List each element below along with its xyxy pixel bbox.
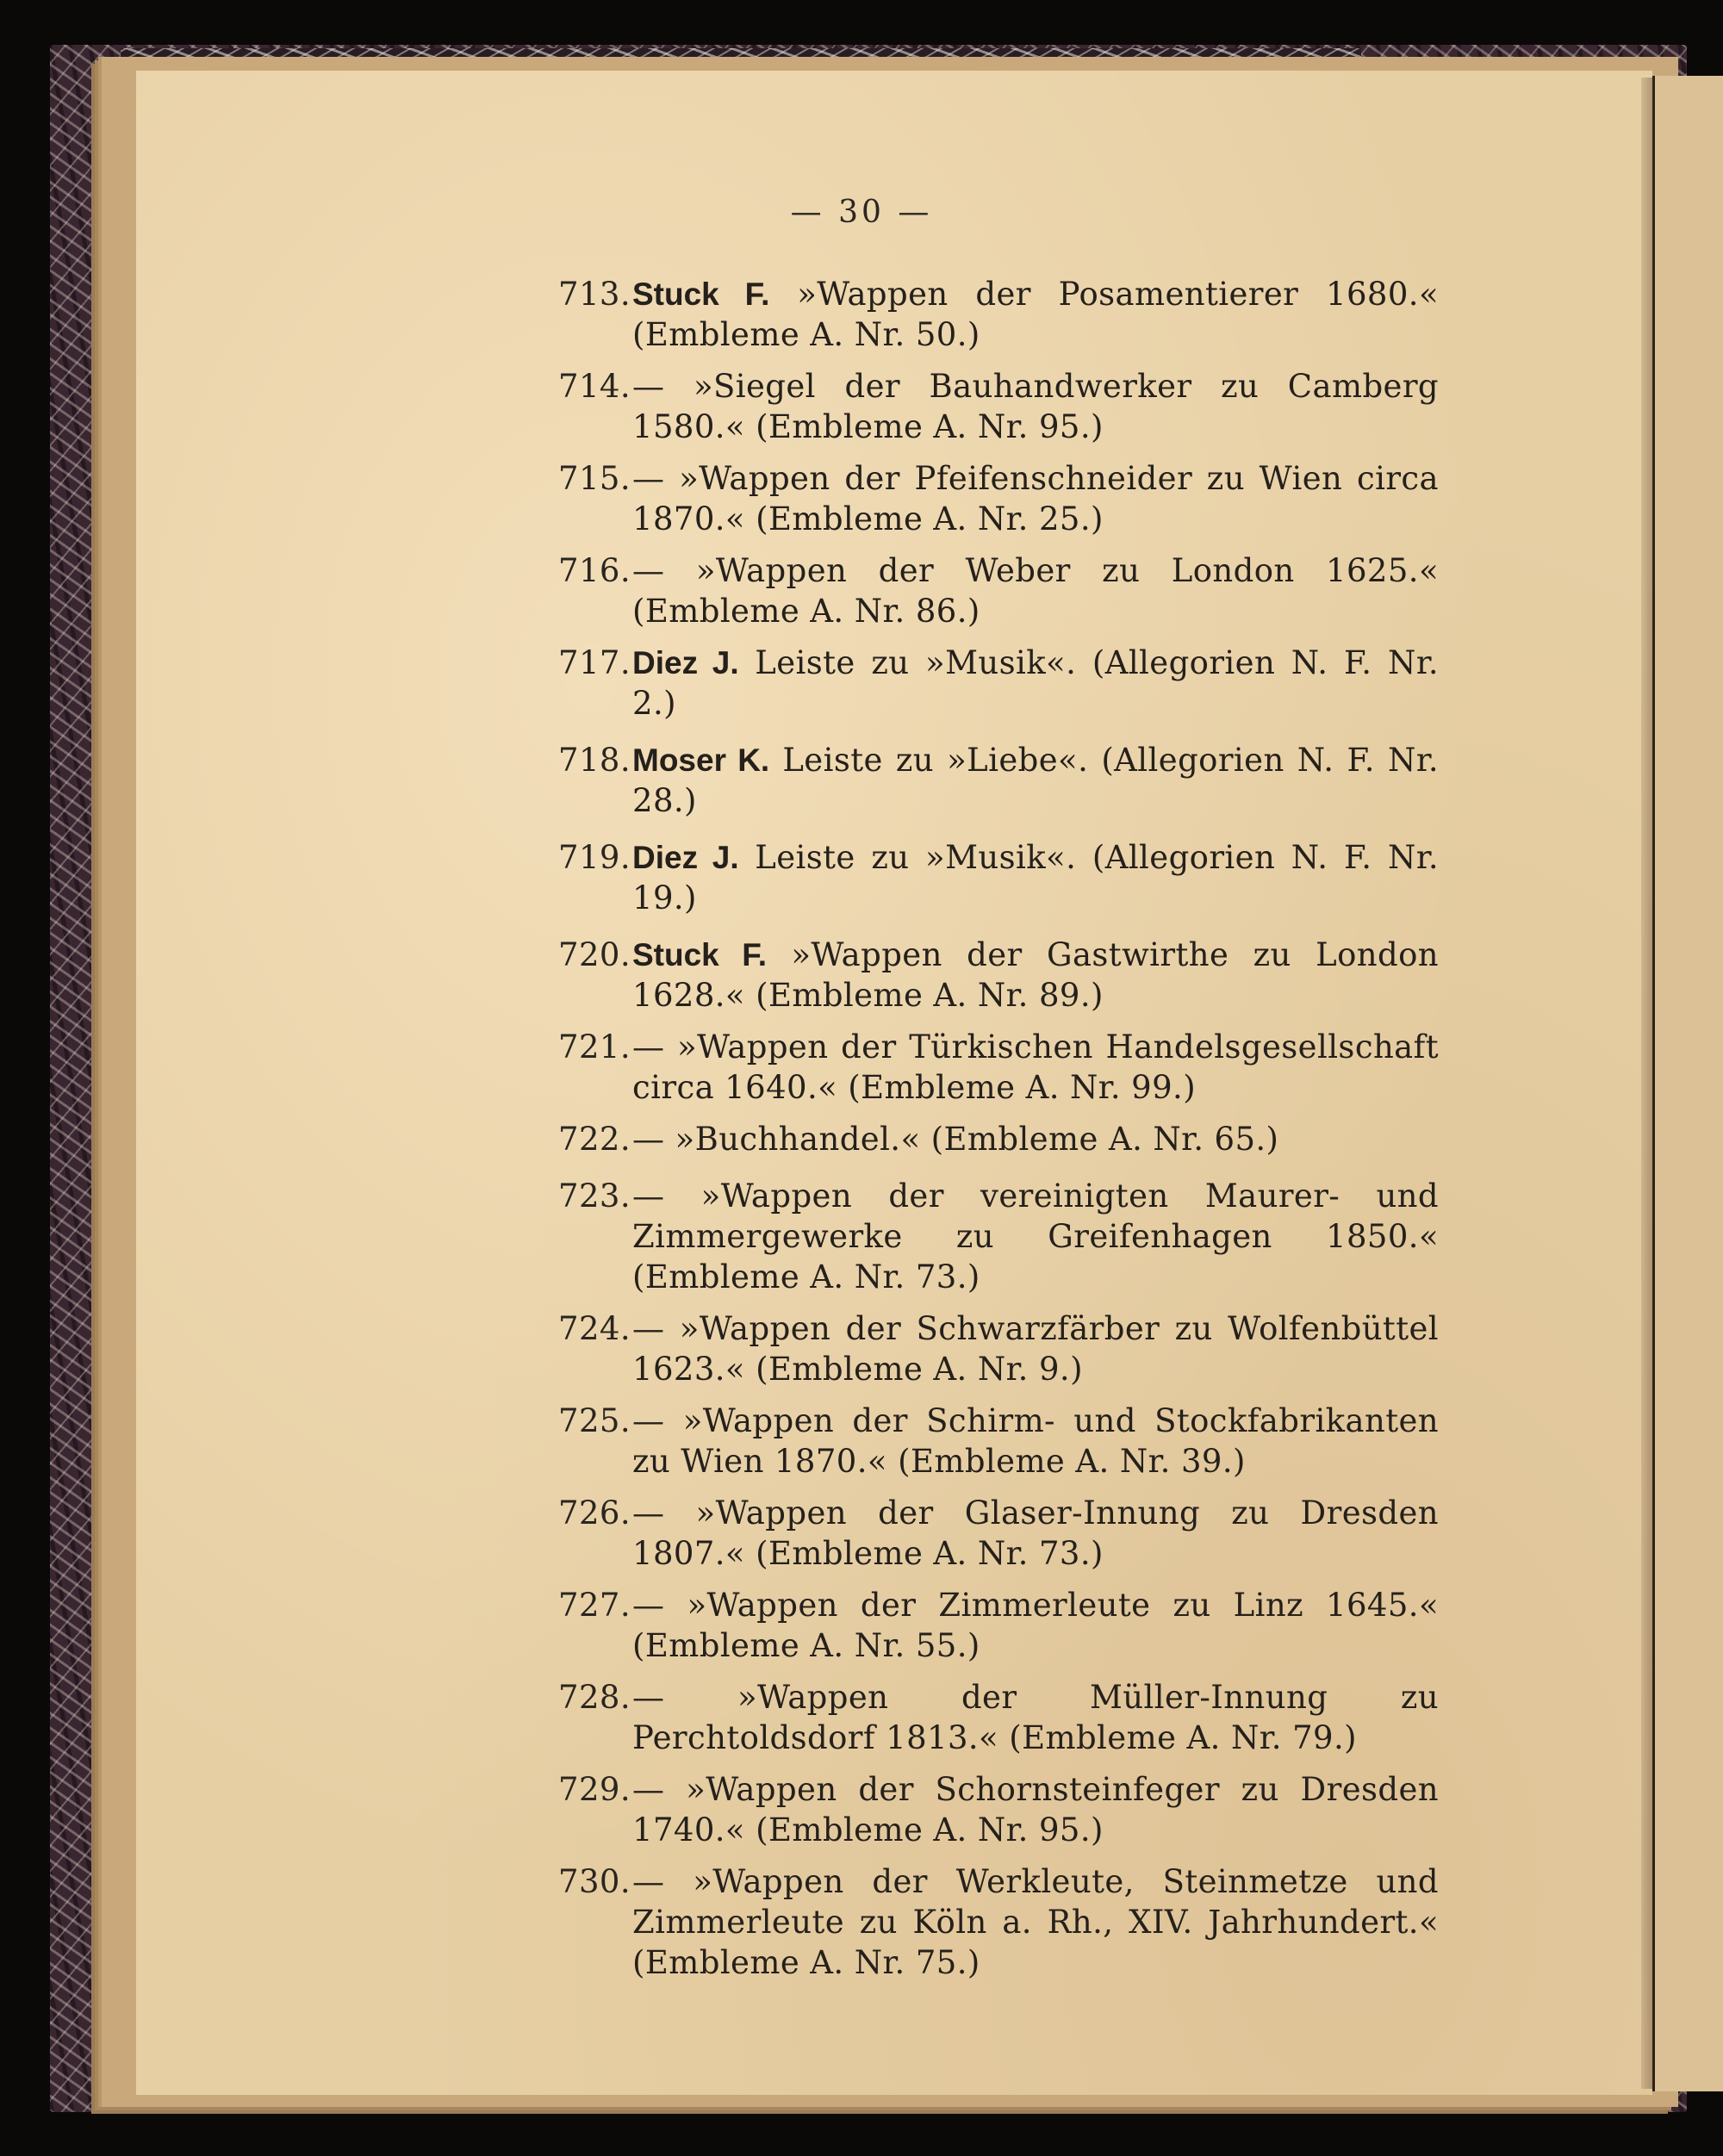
catalog-entry (558, 1861, 1439, 1983)
entry-text: — »Siegel der Bauhandwerker zu Camberg 1580.« (Embleme A. Nr. 95.) (632, 368, 1439, 445)
entry-number: 717. (558, 644, 631, 681)
entry-text: — »Wappen der Schwarzfärber zu Wolfenbüttel 1623.« (Embleme A. Nr. 9.) (632, 1310, 1439, 1388)
entry-number: 730. (558, 1863, 631, 1900)
entry-artist: Moser K. (632, 742, 770, 778)
catalog-entries (558, 274, 1439, 1994)
catalog-entry (558, 740, 1439, 821)
entry-number: 724. (558, 1310, 631, 1347)
entry-number: 713. (558, 276, 631, 313)
catalog-entry (558, 274, 1439, 355)
entry-number: 721. (558, 1028, 631, 1066)
catalog-entry (558, 1308, 1439, 1389)
catalog-entry (558, 935, 1439, 1016)
catalog-entry (558, 1027, 1439, 1108)
entry-number: 714. (558, 368, 631, 405)
entry-text: — »Wappen der vereinigten Maurer- und Zimmergewerke zu Greifenhagen 1850.« (Embleme A. Nr. 73.) (632, 1177, 1439, 1295)
entry-number: 720. (558, 936, 631, 973)
entry-text: — »Wappen der Weber zu London 1625.« (Embleme A. Nr. 86.) (632, 552, 1439, 630)
catalog-entry (558, 1493, 1439, 1574)
catalog-entry (558, 837, 1439, 918)
entry-artist: Diez J. (632, 645, 739, 680)
entry-text: »Wappen der Posamentierer 1680.« (Embleme A. Nr. 50.) (632, 276, 1439, 353)
entry-number: 727. (558, 1587, 631, 1624)
entry-number: 718. (558, 742, 631, 779)
entry-text: Leiste zu »Musik«. (Allegorien N. F. Nr. 2.) (632, 644, 1439, 722)
catalog-entry (558, 643, 1439, 724)
entry-text: — »Wappen der Werkleute, Steinmetze und Zimmerleute zu Köln a. Rh., XIV. Jahrhundert.« (Embleme A. Nr. 75.) (632, 1863, 1439, 1981)
catalog-entry (558, 1119, 1439, 1159)
catalog-entry (558, 366, 1439, 447)
entry-number: 722. (558, 1121, 631, 1158)
entry-text: — »Buchhandel.« (Embleme A. Nr. 65.) (632, 1121, 1279, 1158)
entry-text: — »Wappen der Glaser-Innung zu Dresden 1807.« (Embleme A. Nr. 73.) (632, 1494, 1439, 1572)
entry-number: 726. (558, 1494, 631, 1532)
entry-text: Leiste zu »Liebe«. (Allegorien N. F. Nr. 28.) (632, 742, 1439, 819)
entry-number: 729. (558, 1771, 631, 1808)
entry-number: 719. (558, 839, 631, 876)
catalog-entry (558, 550, 1439, 631)
entry-number: 725. (558, 1402, 631, 1439)
entry-artist: Stuck F. (632, 276, 770, 312)
entry-number: 716. (558, 552, 631, 589)
catalog-entry (558, 1585, 1439, 1666)
entry-text: »Wappen der Gastwirthe zu London 1628.« (Embleme A. Nr. 89.) (632, 936, 1439, 1014)
entry-text: — »Wappen der Schornsteinfeger zu Dresden 1740.« (Embleme A. Nr. 95.) (632, 1771, 1439, 1848)
page-gutter (1641, 78, 1653, 2089)
entry-text: Leiste zu »Musik«. (Allegorien N. F. Nr. 19.) (632, 839, 1439, 916)
entry-text: — »Wappen der Schirm- und Stockfabrikanten zu Wien 1870.« (Embleme A. Nr. 39.) (632, 1402, 1439, 1480)
entry-text: — »Wappen der Türkischen Handelsgesellschaft circa 1640.« (Embleme A. Nr. 99.) (632, 1028, 1439, 1106)
entry-number: 728. (558, 1679, 631, 1716)
catalog-entry (558, 1677, 1439, 1758)
catalog-entry (558, 458, 1439, 539)
entry-artist: Diez J. (632, 840, 739, 875)
entry-text: — »Wappen der Müller-Innung zu Perchtoldsdorf 1813.« (Embleme A. Nr. 79.) (632, 1679, 1439, 1756)
page-number: — 30 — (790, 195, 933, 230)
entry-artist: Stuck F. (632, 937, 768, 972)
entry-number: 723. (558, 1177, 631, 1215)
facing-page-edge (1652, 76, 1723, 2091)
entry-number: 715. (558, 460, 631, 497)
entry-text: — »Wappen der Pfeifenschneider zu Wien circa 1870.« (Embleme A. Nr. 25.) (632, 460, 1439, 537)
catalog-entry (558, 1401, 1439, 1482)
entry-text: — »Wappen der Zimmerleute zu Linz 1645.« (Embleme A. Nr. 55.) (632, 1587, 1439, 1664)
catalog-entry (558, 1176, 1439, 1297)
catalog-entry (558, 1769, 1439, 1850)
